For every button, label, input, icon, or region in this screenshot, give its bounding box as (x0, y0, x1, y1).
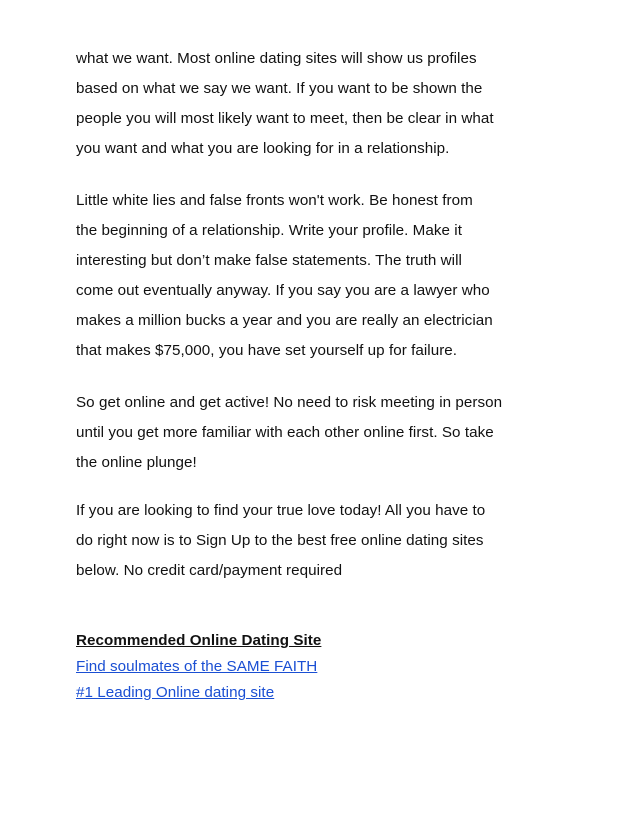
recommended-heading: Recommended Online Dating Site (76, 632, 322, 649)
paragraph-4 (76, 496, 556, 586)
paragraph-line: people you will most likely want to meet, then be clear in what (76, 110, 494, 127)
recommended-links (76, 628, 556, 706)
paragraph-line: makes a million bucks a year and you are really an electrician (76, 312, 493, 329)
document-body (76, 44, 556, 706)
paragraph-line: So get online and get active! No need to risk meeting in person (76, 394, 503, 411)
paragraph-line: the online plunge! (76, 454, 197, 471)
paragraph-line: until you get more familiar with each other online first. So take (76, 424, 494, 441)
same-faith-link[interactable]: Find soulmates of the SAME FAITH (76, 658, 318, 675)
paragraph-line: below. No credit card/payment required (76, 562, 343, 579)
paragraph-line: what we want. Most online dating sites will show us profiles (76, 50, 477, 67)
leading-dating-site-link[interactable]: #1 Leading Online dating site (76, 684, 275, 701)
paragraph-line: do right now is to Sign Up to the best free online dating sites (76, 532, 484, 549)
paragraph-line: you want and what you are looking for in a relationship. (76, 140, 450, 157)
paragraph-line: the beginning of a relationship. Write your profile. Make it (76, 222, 462, 239)
paragraph-2 (76, 186, 556, 366)
paragraph-line: based on what we say we want. If you want to be shown the (76, 80, 483, 97)
paragraph-line: If you are looking to find your true love today! All you have to (76, 502, 486, 519)
paragraph-line: Little white lies and false fronts won't work. Be honest from (76, 192, 473, 209)
paragraph-line: interesting but don’t make false statements. The truth will (76, 252, 462, 269)
paragraph-3 (76, 388, 556, 478)
paragraph-1 (76, 44, 556, 164)
paragraph-line: that makes $75,000, you have set yourself up for failure. (76, 342, 458, 359)
paragraph-line: come out eventually anyway. If you say you are a lawyer who (76, 282, 490, 299)
